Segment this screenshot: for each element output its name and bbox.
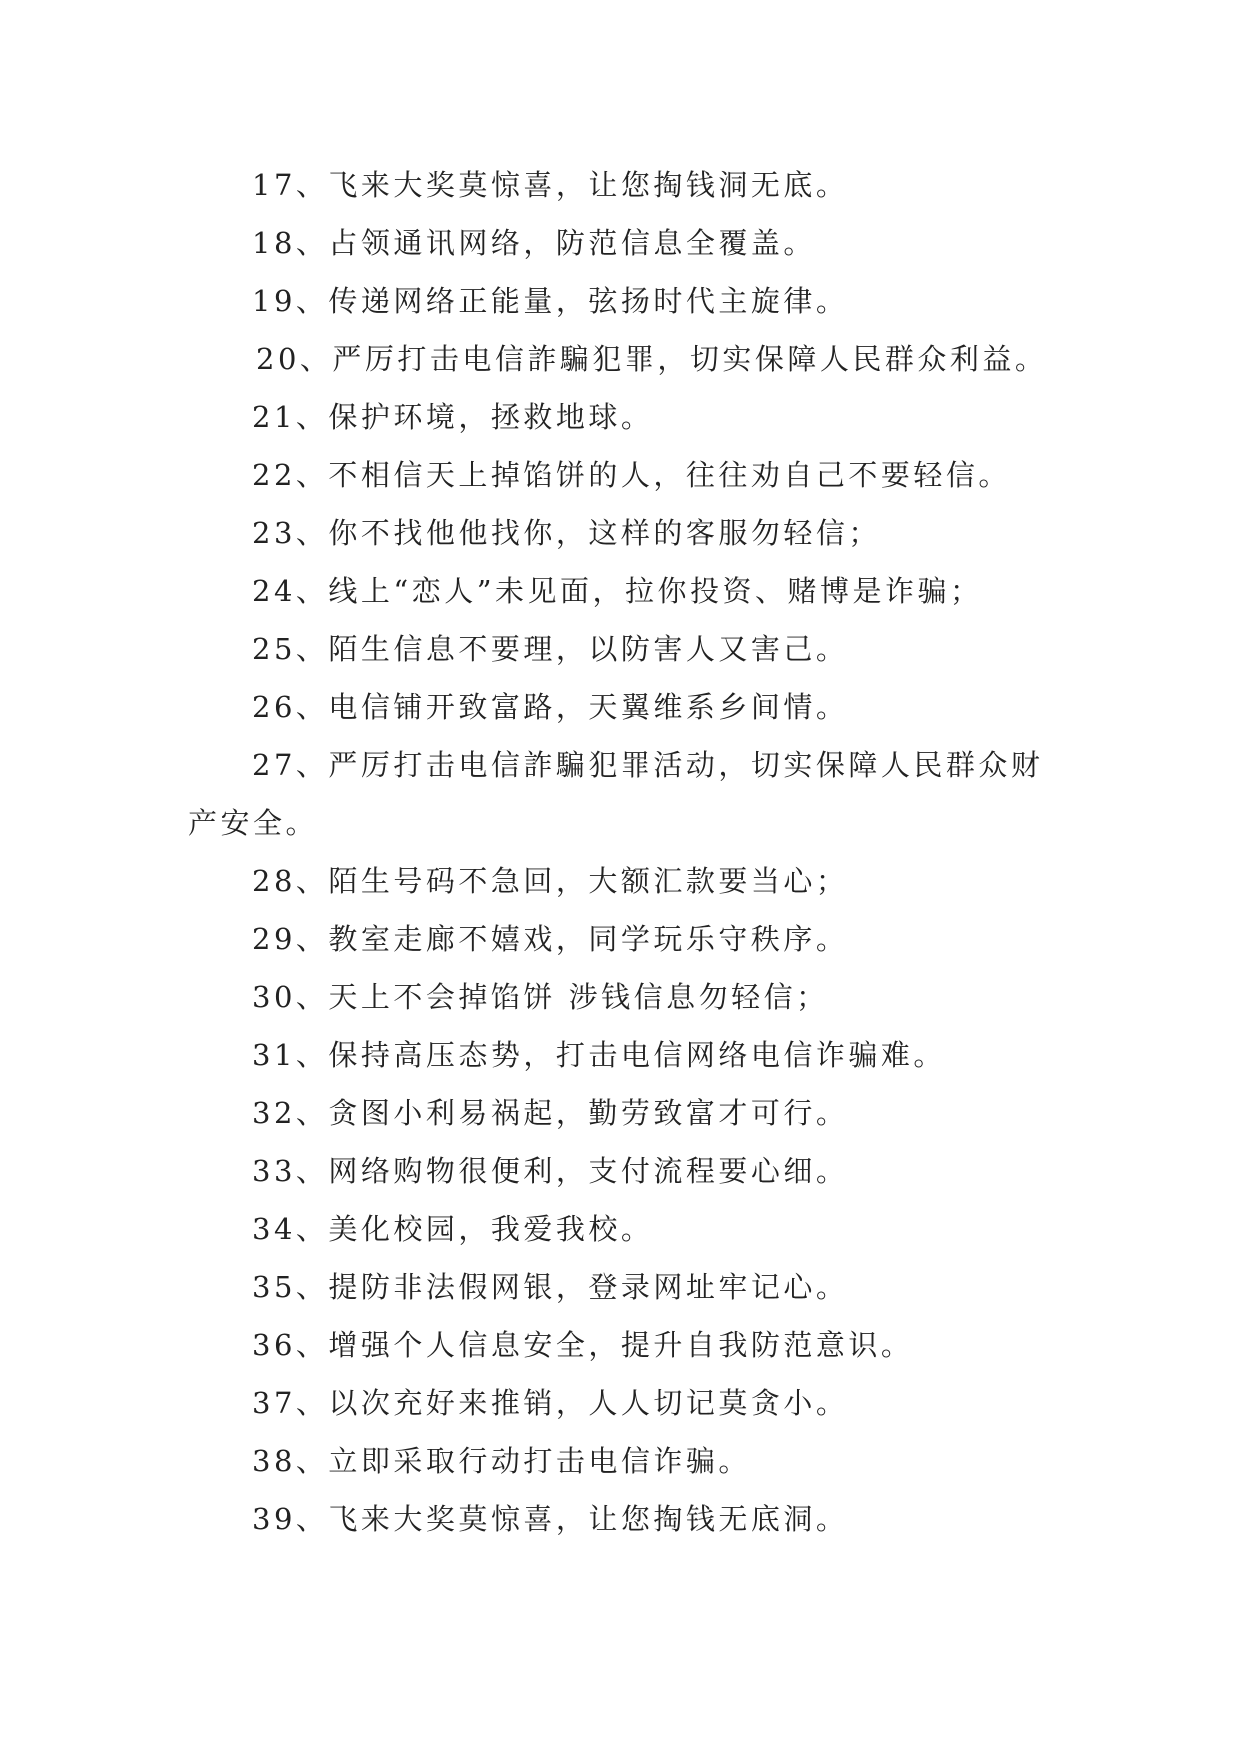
slogan-28: 28、陌生号码不急回，大额汇款要当心；	[252, 864, 849, 898]
slogan-34: 34、美化校园，我爱我校。	[252, 1212, 654, 1246]
slogan-26: 26、电信铺开致富路，天翼维系乡间情。	[252, 690, 849, 724]
slogan-25: 25、陌生信息不要理，以防害人又害己。	[252, 632, 849, 666]
slogan-37: 37、以次充好来推销，人人切记莫贪小。	[252, 1386, 849, 1420]
slogan-36: 36、增强个人信息安全，提升自我防范意识。	[252, 1328, 914, 1362]
slogan-27: 27、严厉打击电信詐騙犯罪活动，切实保障人民群众财	[252, 748, 1044, 782]
slogan-list	[0, 156, 1241, 1548]
slogan-27-continued: 产安全。	[188, 806, 319, 840]
slogan-30: 30、天上不会掉馅饼 涉钱信息勿轻信；	[252, 980, 829, 1014]
slogan-24: 24、线上“恋人”未见面，拉你投资、赌博是诈骗；	[252, 574, 983, 608]
slogan-38: 38、立即采取行动打击电信诈骗。	[252, 1444, 751, 1478]
slogan-21: 21、保护环境，拯救地球。	[252, 400, 654, 434]
slogan-19: 19、传递网络正能量，弦扬时代主旋律。	[252, 284, 849, 318]
slogan-35: 35、提防非法假网银，登录网址牢记心。	[252, 1270, 849, 1304]
slogan-33: 33、网络购物很便利，支付流程要心细。	[252, 1154, 849, 1188]
slogan-39: 39、飞来大奖莫惊喜，让您掏钱无底洞。	[252, 1502, 849, 1536]
slogan-31: 31、保持高压态势，打击电信网络电信诈骗难。	[252, 1038, 946, 1072]
slogan-17: 17、飞来大奖莫惊喜，让您掏钱洞无底。	[252, 168, 849, 202]
slogan-20: 20、严厉打击电信詐騙犯罪，切实保障人民群众利益。	[256, 342, 1048, 376]
slogan-22: 22、不相信天上掉馅饼的人，往往劝自己不要轻信。	[252, 458, 1011, 492]
slogan-23: 23、你不找他他找你，这样的客服勿轻信；	[252, 516, 881, 550]
slogan-29: 29、教室走廊不嬉戏，同学玩乐守秩序。	[252, 922, 849, 956]
slogan-32: 32、贪图小利易祸起，勤劳致富才可行。	[252, 1096, 849, 1130]
slogan-18: 18、占领通讯网络，防范信息全覆盖。	[252, 226, 816, 260]
